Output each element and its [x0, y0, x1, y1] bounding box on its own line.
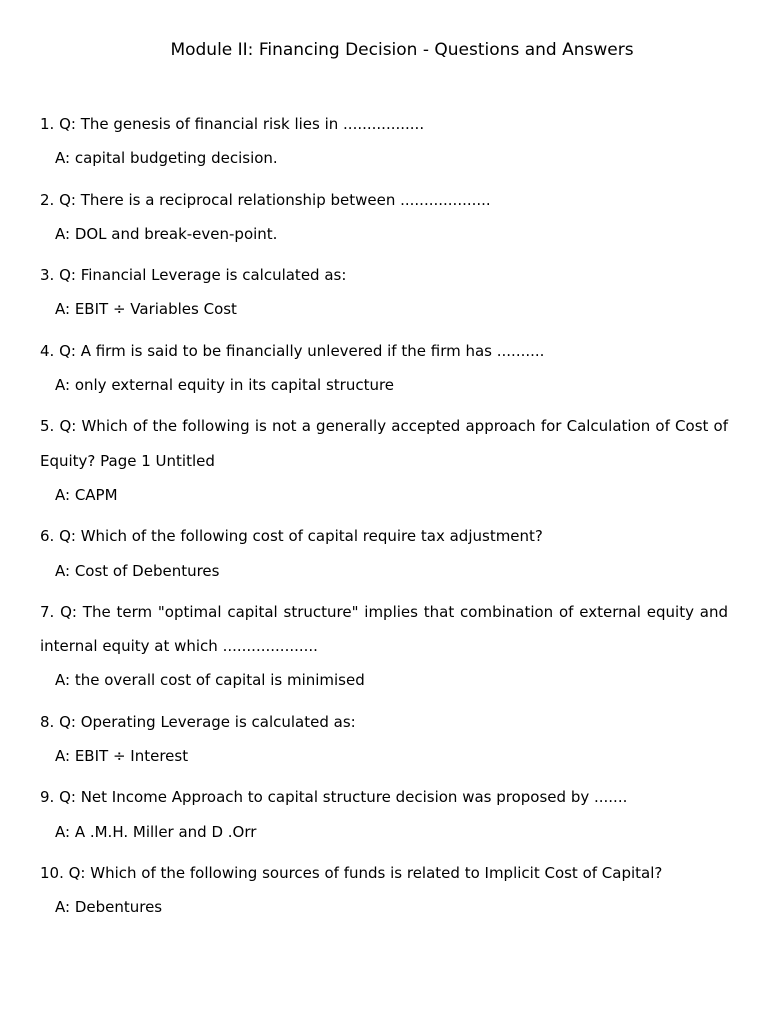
question-6: 6. Q: Which of the following cost of capital require tax adjustment?: [40, 527, 543, 546]
question-4: 4. Q: A firm is said to be financially unlevered if the firm has ..........: [40, 341, 545, 360]
qa-item-2: [40, 183, 728, 252]
question-1: 1. Q: The genesis of financial risk lies in .................: [40, 115, 425, 133]
answer-8: A: EBIT ÷ Interest: [55, 747, 189, 766]
qa-item-5: [40, 409, 728, 512]
answer-6: A: Cost of Debentures: [55, 561, 220, 580]
page-title: Module II: Financing Decision - Questions and Answers: [170, 40, 634, 60]
answer-7: A: the overall cost of capital is minimised: [55, 671, 365, 690]
qa-list: [40, 107, 728, 932]
qa-item-7: [40, 595, 728, 698]
answer-4: A: only external equity in its capital structure: [55, 376, 395, 395]
answer-9: A: A .M.H. Miller and D .Orr: [55, 822, 257, 841]
qa-item-1: [40, 107, 728, 176]
question-5: 5. Q: Which of the following is not a generally accepted approach for Calculation of Cost of Equity? Page 1 Untitled: [40, 417, 728, 470]
question-9: 9. Q: Net Income Approach to capital structure decision was proposed by .......: [40, 788, 628, 807]
answer-1: A: capital budgeting decision.: [55, 149, 278, 168]
qa-item-10: [40, 856, 728, 925]
qa-item-9: [40, 780, 728, 849]
answer-5: A: CAPM: [55, 485, 118, 504]
qa-item-6: [40, 519, 728, 588]
answer-10: A: Debentures: [55, 898, 163, 917]
qa-item-4: [40, 334, 728, 403]
question-3: 3. Q: Financial Leverage is calculated as:: [40, 266, 347, 285]
question-10: 10. Q: Which of the following sources of funds is related to Implicit Cost of Capital?: [40, 863, 663, 882]
answer-2: A: DOL and break-even-point.: [55, 224, 278, 243]
question-8: 8. Q: Operating Leverage is calculated as:: [40, 712, 356, 731]
question-7: 7. Q: The term "optimal capital structure" implies that combination of external equity and internal equity at which ....................: [40, 602, 728, 656]
qa-item-3: [40, 258, 728, 327]
question-2: 2. Q: There is a reciprocal relationship between ...................: [40, 190, 491, 209]
qa-item-8: [40, 705, 728, 774]
answer-3: A: EBIT ÷ Variables Cost: [55, 300, 237, 319]
